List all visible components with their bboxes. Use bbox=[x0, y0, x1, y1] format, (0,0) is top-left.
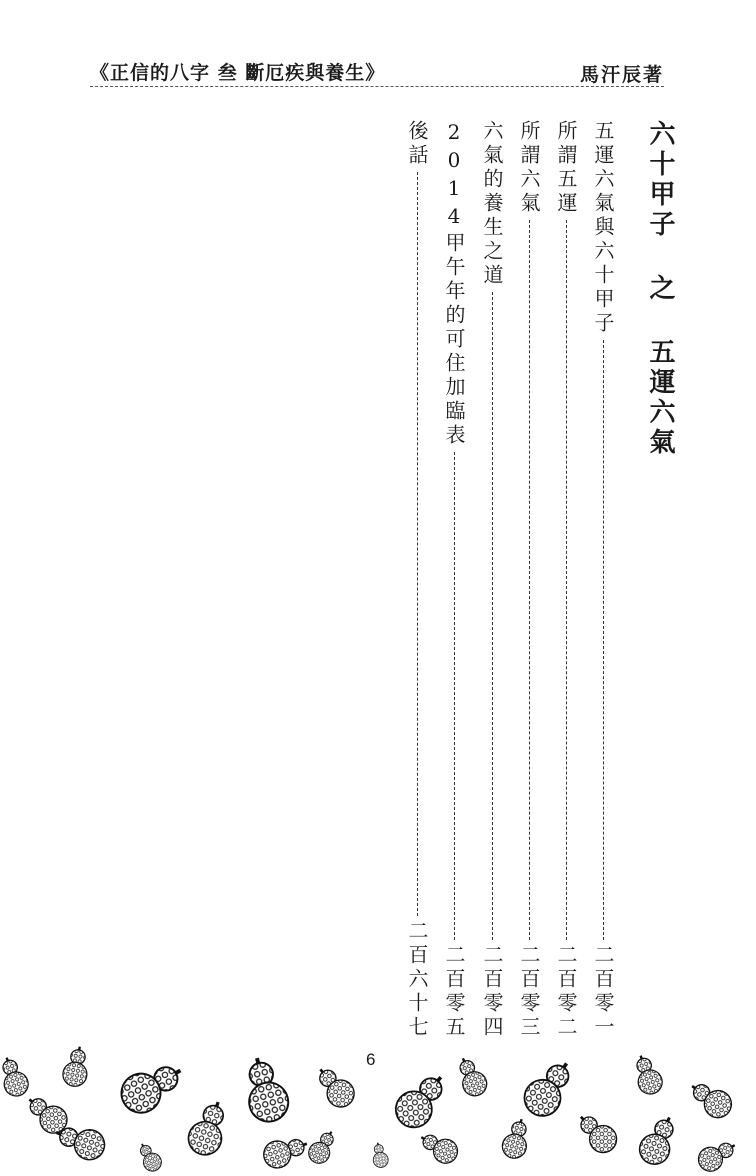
gourd-icon bbox=[629, 1052, 665, 1098]
toc-entry[interactable] bbox=[512, 120, 546, 1040]
book-title: 《正信的八字 叁 斷厄疾與養生》 bbox=[90, 62, 386, 84]
toc-leader-line bbox=[454, 452, 455, 940]
gourd-icon bbox=[310, 1061, 360, 1113]
toc-entry-label: 所謂六氣 bbox=[517, 120, 541, 216]
toc-entry[interactable] bbox=[475, 120, 509, 1040]
gourd-icon bbox=[635, 1111, 683, 1169]
toc-entry-label: 2014甲午年的可住加臨表 bbox=[442, 120, 466, 448]
gourd-icon bbox=[114, 1054, 190, 1120]
gourd-icon bbox=[452, 1053, 491, 1099]
toc-entry-label: 後話 bbox=[405, 120, 429, 168]
gourd-icon bbox=[184, 1096, 234, 1159]
gourd-icon bbox=[260, 1131, 312, 1172]
gourd-icon bbox=[694, 1135, 741, 1176]
gourd-icon bbox=[305, 1126, 341, 1167]
author-name: 馬汗辰著 bbox=[579, 64, 664, 86]
toc-entry-page: 二百六十七 bbox=[405, 920, 429, 1040]
gourd-ornament-pattern bbox=[0, 1030, 756, 1176]
gourd-icon bbox=[0, 1054, 32, 1100]
toc-leader-line bbox=[566, 220, 567, 940]
toc-leader-line bbox=[492, 292, 493, 940]
toc-entry-page: 二百零二 bbox=[554, 944, 578, 1040]
toc-entry-page: 二百零一 bbox=[591, 944, 615, 1040]
gourd-icon bbox=[517, 1053, 581, 1123]
running-header bbox=[90, 56, 664, 87]
toc-entry[interactable] bbox=[586, 120, 620, 1040]
toc-entry-label: 六氣的養生之道 bbox=[480, 120, 504, 288]
toc-entry[interactable] bbox=[437, 120, 471, 1040]
gourd-icon bbox=[415, 1127, 462, 1168]
toc-entry-page: 二百零四 bbox=[480, 944, 504, 1040]
toc-entry-label: 五運六氣與六十甲子 bbox=[591, 120, 615, 336]
gourd-icon bbox=[61, 1045, 92, 1089]
toc-entry-page: 二百零三 bbox=[517, 944, 541, 1040]
page-number: 6 bbox=[366, 1050, 376, 1069]
toc-entry[interactable] bbox=[400, 120, 434, 1040]
chapter-title: 六十甲子 之 五運六氣 bbox=[645, 120, 675, 458]
toc-entry-label: 所謂五運 bbox=[554, 120, 578, 216]
toc-leader-line bbox=[603, 340, 604, 940]
toc-leader-line bbox=[417, 172, 418, 916]
gourd-icon bbox=[238, 1053, 292, 1126]
gourd-icon bbox=[370, 1141, 389, 1168]
gourd-icon bbox=[684, 1075, 736, 1123]
toc-entry-page: 二百零五 bbox=[442, 944, 466, 1040]
gourd-icon bbox=[134, 1139, 165, 1174]
toc-entry[interactable] bbox=[549, 120, 583, 1040]
gourd-icon bbox=[388, 1066, 454, 1135]
toc-leader-line bbox=[529, 220, 530, 940]
gourd-icon bbox=[500, 1116, 534, 1161]
gourd-icon bbox=[571, 1107, 622, 1158]
